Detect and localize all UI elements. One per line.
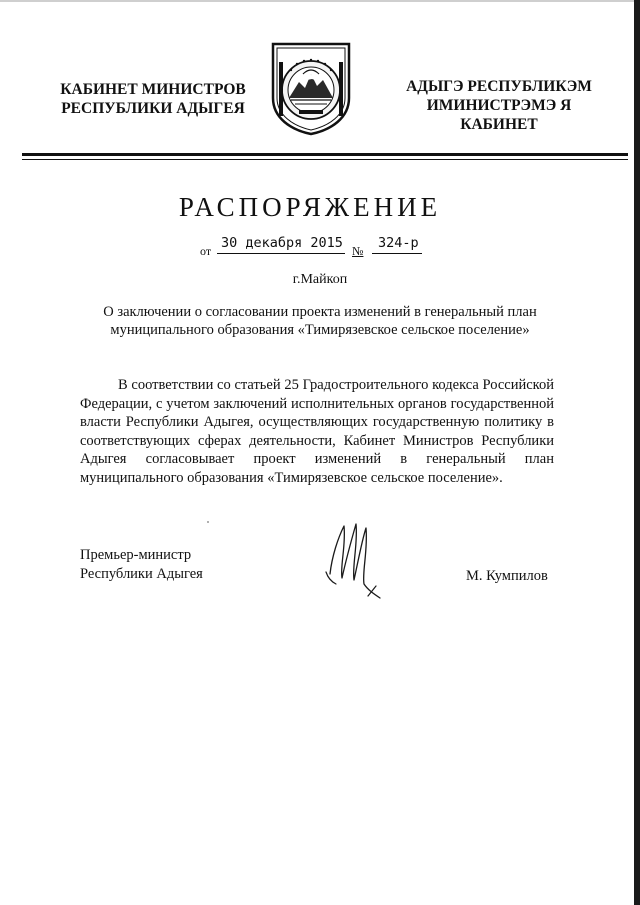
subject-line-1: О заключении о согласовании проекта изменений в генеральный план — [103, 304, 537, 320]
header-right-line1: АДЫГЭ РЕСПУБЛИКЭМ — [406, 78, 592, 95]
number-underline — [372, 253, 422, 254]
signatory-position — [80, 546, 280, 583]
header-divider-thick — [22, 153, 628, 156]
page-right-edge — [634, 0, 640, 905]
signatory-name: М. Кумпилов — [466, 568, 548, 584]
scan-speck — [207, 521, 209, 523]
date-prefix: от — [200, 244, 212, 258]
body-paragraph: В соответствии со статьей 25 Градостроительного кодекса Российской Федерации, с учетом заключений исполнительных органов государственной власти Республики Адыгея, осуществляющих государственную политику в соответствующих сферах деятельности, Кабинет Министров Республики Адыгея согласовывает проект изменений в генеральный план муниципального образования «Тимирязевское сельское поселение». — [80, 377, 554, 486]
number-prefix: № — [352, 244, 364, 258]
header-right-line2: ИМИНИСТРЭМЭ Я КАБИНЕТ — [426, 97, 572, 133]
document-number: 324-р — [378, 235, 419, 251]
document-body — [80, 376, 554, 487]
header-divider-thin — [22, 159, 628, 160]
position-line-1: Премьер-министр — [80, 547, 192, 563]
header-right-block — [394, 77, 604, 134]
document-subject — [70, 303, 570, 339]
subject-line-2: муниципального образования «Тимирязевское сельское поселение» — [110, 322, 530, 338]
handwritten-signature — [318, 516, 388, 606]
page-top-edge — [0, 0, 640, 2]
document-title: РАСПОРЯЖЕНИЕ — [178, 192, 442, 222]
document-date: 30 декабря 2015 — [221, 235, 343, 251]
position-line-2: Республики Адыгея — [80, 565, 203, 582]
header-left-line2: РЕСПУБЛИКИ АДЫГЕЯ — [61, 100, 245, 117]
document-city: г.Майкоп — [292, 272, 348, 287]
date-underline — [217, 253, 345, 254]
header-left-block — [58, 80, 248, 118]
header-left-line1: КАБИНЕТ МИНИСТРОВ — [60, 81, 246, 98]
date-number-line — [200, 232, 440, 258]
coat-of-arms-adygea-icon — [269, 40, 353, 136]
